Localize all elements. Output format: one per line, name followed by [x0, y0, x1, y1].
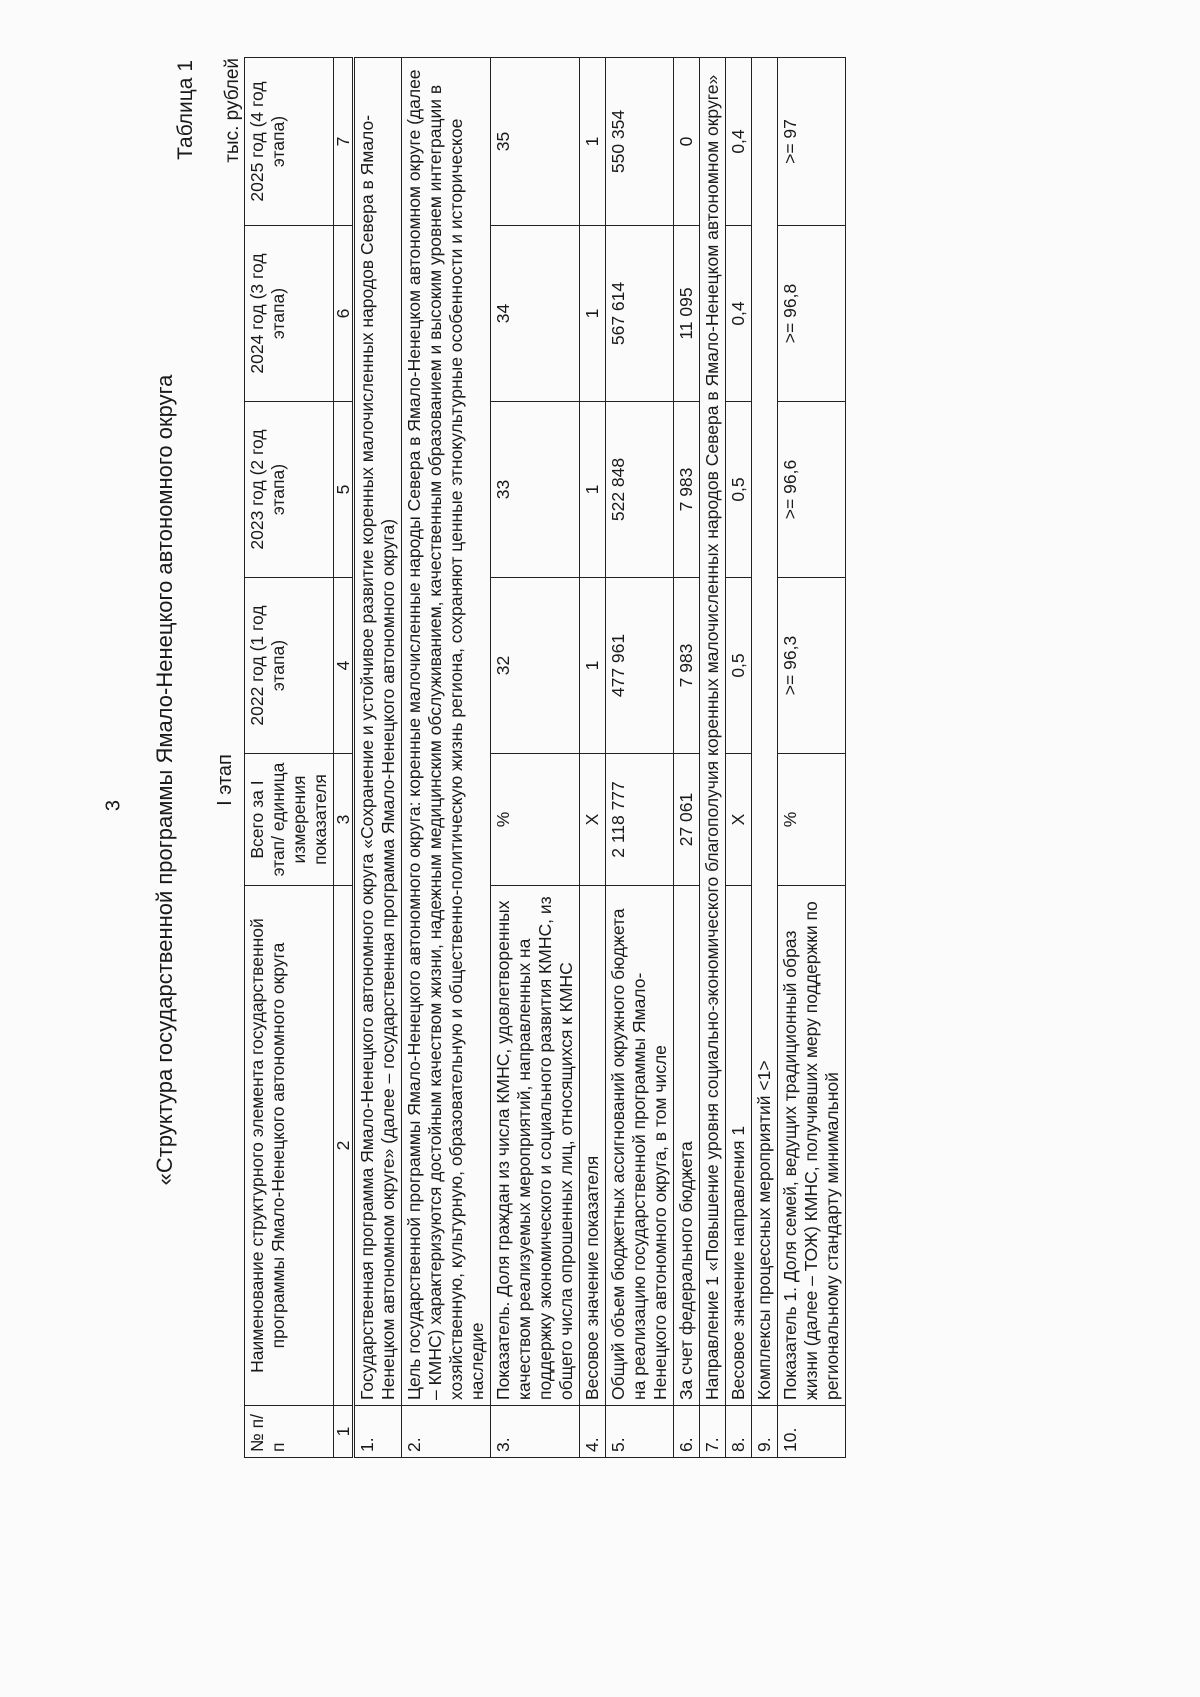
table-row: [726, 58, 752, 1458]
row-number: 10.: [778, 1406, 846, 1458]
row-2022: 32: [491, 578, 580, 754]
row-direction-title: Направление 1 «Повышение уровня социально-экономического благополучия коренных малочисленных народов Севера в Ямало-Ненецком автономном округе»: [700, 58, 726, 1406]
column-number: 1: [334, 1406, 354, 1458]
row-number: 9.: [752, 1406, 778, 1458]
document-title: «Структура государственной программы Ямало-Ненецкого автономного округа: [152, 374, 177, 1186]
table-header-row: [245, 58, 334, 1458]
row-process-complexes: Комплексы процессных мероприятий <1>: [752, 58, 778, 1406]
table-row: [402, 58, 491, 1458]
row-2022: 7 983: [674, 578, 700, 754]
rotated-document-content: [140, 20, 1000, 1540]
row-name: Весовое значение направления 1: [726, 886, 752, 1406]
row-total: Х: [580, 754, 606, 886]
row-2024: 567 614: [606, 226, 674, 402]
header-name: Наименование структурного элемента государственной программы Ямало-Ненецкого автономного округа: [245, 886, 334, 1406]
header-total: Всего за I этап/ единица измерения показателя: [245, 754, 334, 886]
row-number: 2.: [402, 1406, 491, 1458]
units-label: тыс. рублей: [222, 58, 243, 163]
row-2025: 550 354: [606, 58, 674, 226]
header-2024: 2024 год (3 год этапа): [245, 226, 334, 402]
row-number: 1.: [354, 1406, 402, 1458]
row-2024: 1: [580, 226, 606, 402]
row-name: Весовое значение показателя: [580, 886, 606, 1406]
row-total: 27 061: [674, 754, 700, 886]
table-row: [752, 58, 778, 1458]
page-number: 3: [102, 799, 125, 812]
table-row: [354, 58, 402, 1458]
row-total: %: [778, 754, 846, 886]
row-2023: >= 96,6: [778, 402, 846, 578]
row-number: 3.: [491, 1406, 580, 1458]
row-name: Показатель 1. Доля семей, ведущих традиционный образ жизни (далее – ТОЖ) КМНС, получивших меру поддержки по региональному стандарту минимальной: [778, 886, 846, 1406]
row-2023: 7 983: [674, 402, 700, 578]
row-program-title: Государственная программа Ямало-Ненецкого автономного округа «Сохранение и устойчивое развитие коренных малочисленных народов Севера в Ямало-Ненецком автономном округе» (далее – государственная программа Ямало-Ненецкого автономного округа): [354, 58, 402, 1406]
row-program-goal: Цель государственной программы Ямало-Ненецкого автономного округа: коренные малочисленные народы Севера в Ямало-Ненецком автономном округе (далее – КМНС) характеризуются достойным качеством жизни, надежным медицинским обслуживанием, качественным образованием и высоким уровнем интеграции в хозяйственную, культурную, образовательную и общественно-политическую жизнь региона, сохраняют ценные этнокультурные особенности и историческое наследие: [402, 58, 491, 1406]
column-number: 5: [334, 402, 354, 578]
row-2025: 1: [580, 58, 606, 226]
column-number: 7: [334, 58, 354, 226]
header-number: № п/п: [245, 1406, 334, 1458]
row-total: %: [491, 754, 580, 886]
program-structure-table: [244, 57, 846, 1458]
header-2025: 2025 год (4 год этапа): [245, 58, 334, 226]
table-row: [491, 58, 580, 1458]
column-number: 4: [334, 578, 354, 754]
column-number: 2: [334, 886, 354, 1406]
column-number: 3: [334, 754, 354, 886]
row-number: 6.: [674, 1406, 700, 1458]
row-number: 4.: [580, 1406, 606, 1458]
row-name: Общий объем бюджетных ассигнований окружного бюджета на реализацию государственной программы Ямало-Ненецкого автономного округа, в том числе: [606, 886, 674, 1406]
row-2022: 0,5: [726, 578, 752, 754]
row-2023: 0,5: [726, 402, 752, 578]
row-name: За счет федерального бюджета: [674, 886, 700, 1406]
table-row: [580, 58, 606, 1458]
row-2022: 1: [580, 578, 606, 754]
row-2023: 522 848: [606, 402, 674, 578]
header-2023: 2023 год (2 год этапа): [245, 402, 334, 578]
row-number: 8.: [726, 1406, 752, 1458]
row-2025: 0: [674, 58, 700, 226]
row-2025: >= 97: [778, 58, 846, 226]
table-row: [778, 58, 846, 1458]
row-2022: >= 96,3: [778, 578, 846, 754]
row-2023: 1: [580, 402, 606, 578]
row-2024: 0,4: [726, 226, 752, 402]
row-total: Х: [726, 754, 752, 886]
table-row: [700, 58, 726, 1458]
table-row: [674, 58, 700, 1458]
row-total: 2 118 777: [606, 754, 674, 886]
row-name: Показатель. Доля граждан из числа КМНС, удовлетворенных качеством реализуемых мероприятий, направленных на поддержку экономического и социального развития КМНС, из общего числа опрошенных лиц, относящихся к КМНС: [491, 886, 580, 1406]
column-number-row: [334, 58, 354, 1458]
row-2025: 0,4: [726, 58, 752, 226]
row-2024: 34: [491, 226, 580, 402]
header-2022: 2022 год (1 год этапа): [245, 578, 334, 754]
row-2024: >= 96,8: [778, 226, 846, 402]
table-row: [606, 58, 674, 1458]
row-2023: 33: [491, 402, 580, 578]
row-number: 7.: [700, 1406, 726, 1458]
row-number: 5.: [606, 1406, 674, 1458]
row-2025: 35: [491, 58, 580, 226]
stage-label: I этап: [214, 754, 236, 806]
row-2024: 11 095: [674, 226, 700, 402]
table-caption: Таблица 1: [174, 60, 197, 160]
column-number: 6: [334, 226, 354, 402]
row-2022: 477 961: [606, 578, 674, 754]
